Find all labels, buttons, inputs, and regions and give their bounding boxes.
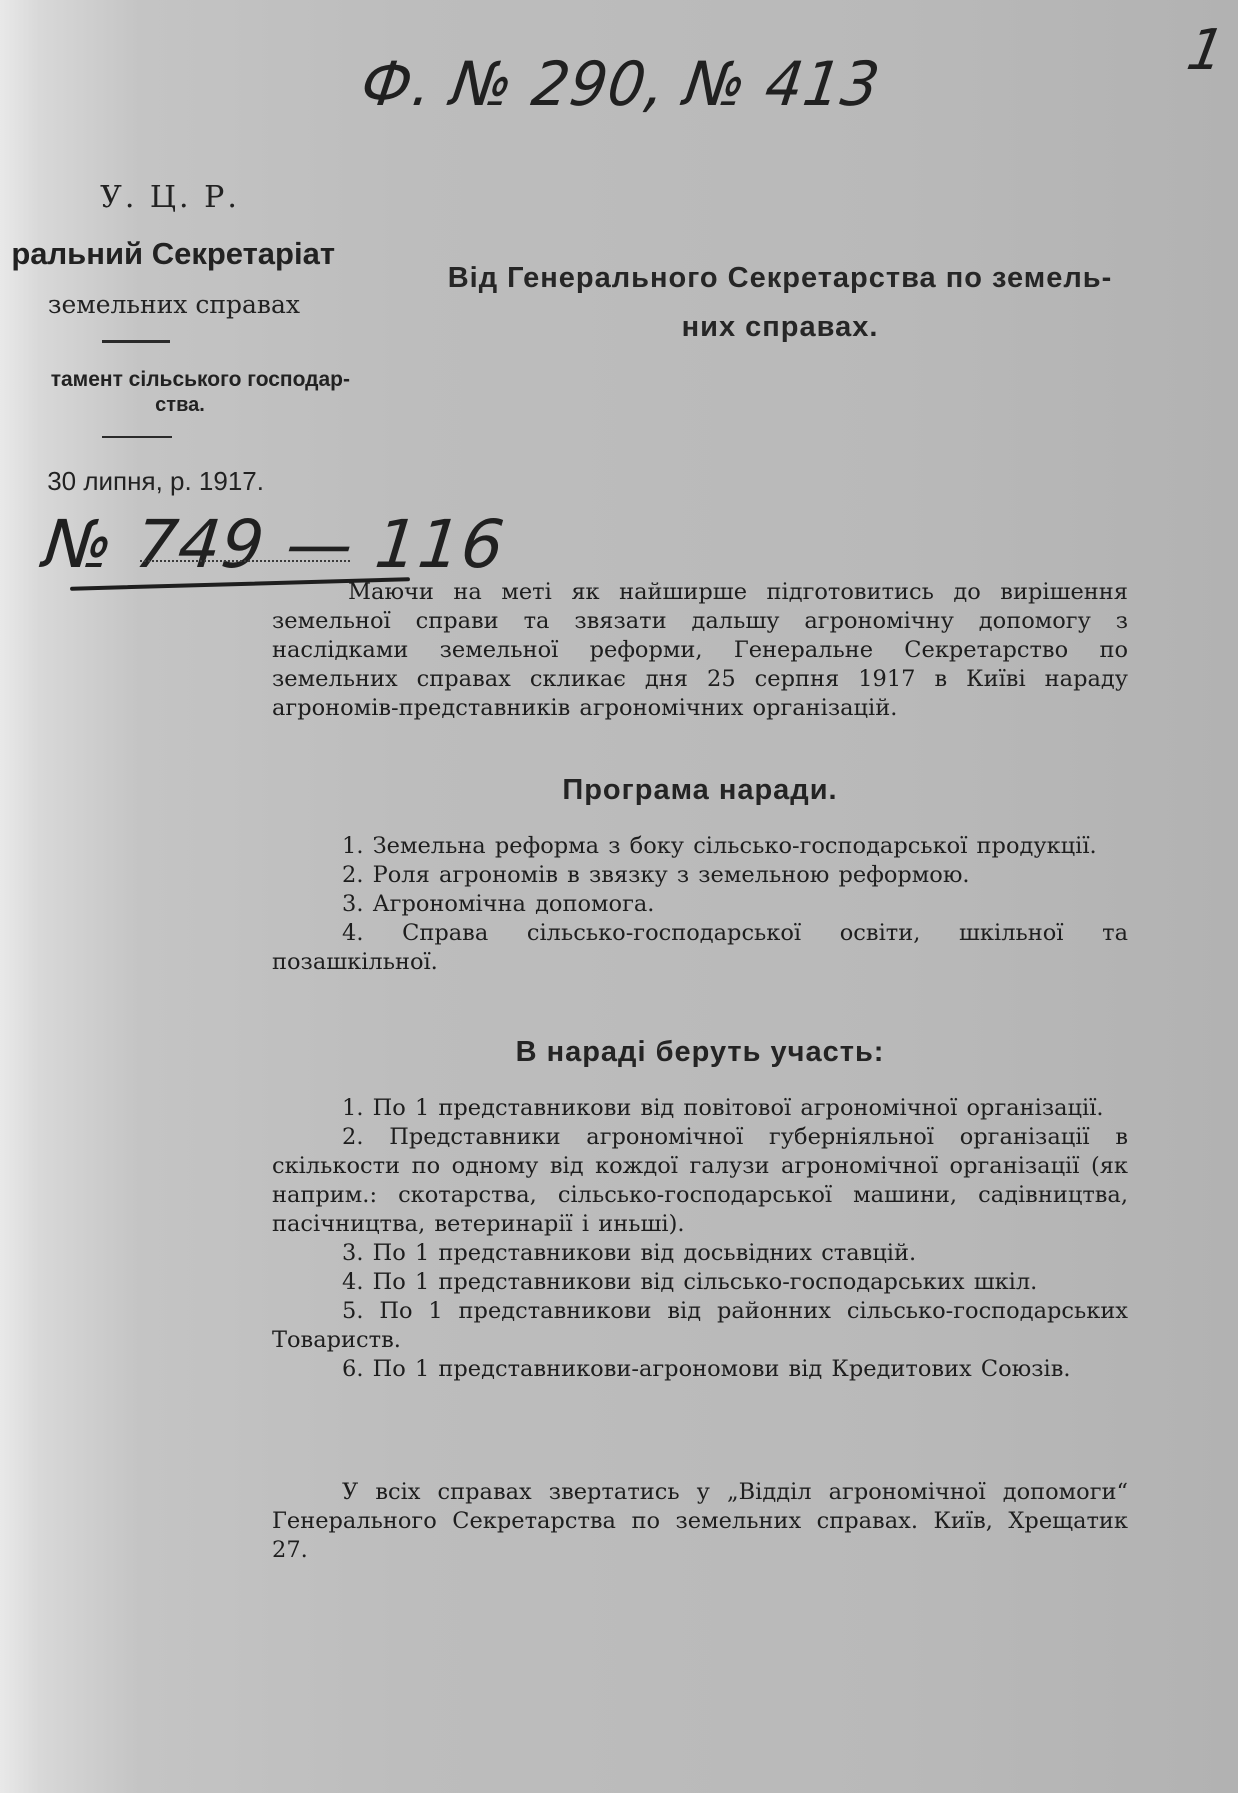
letterhead-affairs: земельних справах	[47, 290, 300, 319]
letterhead-date: 30 липня, р. 1917.	[47, 466, 264, 496]
list-item: 1. Земельна реформа з боку сільсько-господарської продукції.	[342, 833, 1097, 859]
letterhead-department: тамент сільського господар-	[50, 368, 350, 391]
list-item: 4. Справа сільсько-господарської освіти, шкільної та позашкільної.	[272, 920, 1128, 975]
list-item: 6. По 1 представникови-агрономови від Кредитових Союзів.	[342, 1356, 1071, 1382]
list-item: 3. Агрономічна допомога.	[342, 891, 655, 917]
intro-paragraph: Маючи на меті як найширше підготовитись до вирішення земельної справи та звязати дальшу агрономічну допомогу з наслідками земельної реформи, Генеральне Секретарство по земельних справах скликає дня 25 серпня 1917 в Київі нараду агрономів-представників агрономічних організацій.	[272, 579, 1128, 721]
list-item: 5. По 1 представникови від районних сільсько-господарських Товариств.	[272, 1298, 1128, 1353]
letterhead-department-cont: ства.	[155, 394, 205, 416]
page-number-handwritten: 1	[1182, 18, 1231, 83]
document-title	[420, 254, 1140, 352]
list-item: 1. По 1 представникови від повітової агрономічної організації.	[342, 1095, 1104, 1121]
title-line-1: Від Генерального Секретарства по земель-	[447, 262, 1113, 294]
list-item: 2. Представники агрономічної губерніяльної організації в скількости по одному від кождої галузи агрономічної організації (як наприм.: скотарства, сільсько-господарської машини, садівництва, пасічництва, ветеринарії і иньші).	[272, 1124, 1128, 1237]
list-item: 4. По 1 представникови від сільсько-господарських шкіл.	[342, 1269, 1038, 1295]
participants-list	[272, 1094, 1128, 1384]
letterhead-divider	[102, 436, 172, 438]
letterhead-org: У. Ц. Р.	[100, 180, 240, 215]
participants-heading: В нараді беруть участь:	[515, 1036, 885, 1068]
program-heading: Програма наради.	[562, 774, 838, 806]
list-item: 3. По 1 представникови від досьвідних ставцій.	[342, 1240, 917, 1266]
program-list	[272, 832, 1128, 977]
registration-dotted-line	[140, 560, 350, 562]
title-line-2: них справах.	[681, 311, 879, 343]
list-item: 2. Роля агрономів в звязку з земельною реформою.	[342, 862, 970, 888]
registration-number-handwritten: № 749 — 116	[39, 506, 509, 583]
letterhead-secretariat: ральний Секретаріат	[11, 236, 335, 271]
letterhead-divider	[102, 340, 170, 343]
archive-reference-handwritten: Ф. № 290, № 413	[356, 48, 885, 120]
footer-note: У всіх справах звертатись у „Відділ агрономічної допомоги“ Генерального Секретарства по земельних справах. Київ, Хрещатик 27.	[272, 1479, 1128, 1563]
